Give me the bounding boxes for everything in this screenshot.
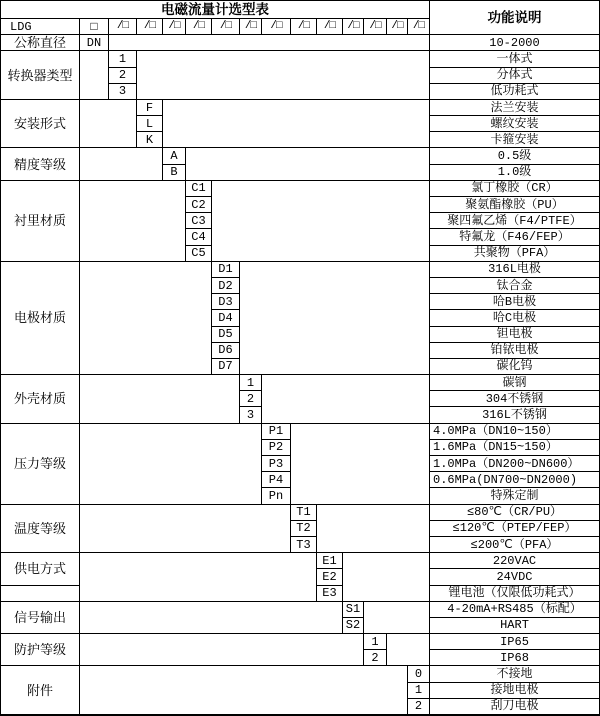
model-code-slot: /□	[212, 19, 239, 34]
desc-cell: 钽电极	[430, 327, 599, 342]
desc-cell: 0.5级	[430, 148, 599, 163]
empty-cell	[212, 181, 429, 261]
desc-cell: HART	[430, 618, 599, 633]
empty-cell	[80, 51, 108, 99]
category-label: 信号输出	[1, 602, 79, 633]
code-cell: P3	[262, 456, 290, 471]
empty-cell	[364, 602, 429, 633]
code-cell: C3	[186, 213, 211, 228]
code-cell: 0	[408, 666, 429, 681]
code-cell: C1	[186, 181, 211, 196]
desc-cell: 碳钢	[430, 375, 599, 390]
category-label: 附件	[1, 666, 79, 714]
desc-cell: 特殊定制	[430, 488, 599, 503]
model-prefix: LDG	[1, 19, 79, 34]
empty-cell	[186, 148, 429, 179]
desc-cell: 聚氨酯橡胶（PU）	[430, 197, 599, 212]
empty-cell	[80, 424, 261, 504]
code-cell: T3	[291, 537, 316, 552]
desc-cell: 接地电极	[430, 683, 599, 698]
desc-cell: 碳化钨	[430, 359, 599, 374]
code-cell: D4	[212, 310, 239, 325]
code-cell: C4	[186, 229, 211, 244]
empty-cell	[240, 262, 429, 374]
code-cell: 3	[109, 84, 136, 99]
code-cell: C5	[186, 246, 211, 261]
table-title: 电磁流量计选型表	[1, 1, 429, 18]
desc-cell: 哈B电极	[430, 294, 599, 309]
code-cell: D6	[212, 343, 239, 358]
code-cell: D5	[212, 327, 239, 342]
empty-cell	[80, 634, 363, 665]
code-cell: A	[163, 148, 185, 163]
model-code-slot: /□	[387, 19, 407, 34]
model-code-slot: /□	[364, 19, 386, 34]
code-cell: L	[137, 116, 162, 131]
desc-cell: 1.0MPa（DN200~DN600）	[430, 456, 599, 471]
model-code-slot: /□	[137, 19, 162, 34]
model-code-slot: /□	[291, 19, 316, 34]
desc-cell: IP65	[430, 634, 599, 649]
desc-cell: 24VDC	[430, 569, 599, 584]
code-cell: P4	[262, 472, 290, 487]
category-label: 供电方式	[1, 553, 79, 584]
code-cell: E1	[317, 553, 342, 568]
desc-cell: 卡箍安装	[430, 132, 599, 147]
empty-cell	[80, 181, 185, 261]
empty-cell	[80, 375, 239, 423]
code-cell: P2	[262, 440, 290, 455]
code-cell: 2	[364, 650, 386, 665]
code-cell: E3	[317, 586, 342, 601]
desc-cell: 304不锈钢	[430, 391, 599, 406]
code-cell: F	[137, 100, 162, 115]
category-label: 防护等级	[1, 634, 79, 665]
empty-cell	[80, 602, 342, 633]
desc-cell: 哈C电极	[430, 310, 599, 325]
dn-desc-cell: 10-2000	[430, 35, 599, 50]
desc-cell: 聚四氟乙烯（F4/PTFE）	[430, 213, 599, 228]
desc-cell: 316L不锈钢	[430, 407, 599, 422]
model-box-slot: □	[80, 19, 108, 34]
code-cell: D1	[212, 262, 239, 277]
category-label: 安装形式	[1, 100, 79, 148]
category-label: 外壳材质	[1, 375, 79, 423]
dn-code-cell: DN	[80, 35, 108, 50]
desc-cell: 316L电极	[430, 262, 599, 277]
code-cell: B	[163, 165, 185, 180]
category-empty-cell	[1, 586, 79, 601]
desc-cell: 刮刀电极	[430, 699, 599, 714]
desc-cell: 锂电池（仅限低功耗式）	[430, 586, 599, 601]
model-code-slot: /□	[408, 19, 429, 34]
code-cell: T1	[291, 505, 316, 520]
model-code-slot: /□	[163, 19, 185, 34]
empty-cell	[163, 100, 429, 148]
model-code-slot: /□	[317, 19, 342, 34]
category-label: 温度等级	[1, 505, 79, 553]
desc-cell: 低功耗式	[430, 84, 599, 99]
code-cell: S2	[343, 618, 363, 633]
desc-cell: 不接地	[430, 666, 599, 681]
category-label: 压力等级	[1, 424, 79, 504]
empty-cell	[387, 634, 429, 665]
empty-cell	[137, 51, 429, 99]
code-cell: E2	[317, 569, 342, 584]
empty-cell	[317, 505, 429, 553]
code-cell: T2	[291, 521, 316, 536]
empty-cell	[80, 148, 162, 179]
desc-cell: 特氟龙（F46/FEP）	[430, 229, 599, 244]
empty-cell	[80, 262, 211, 374]
code-cell: P1	[262, 424, 290, 439]
desc-cell: IP68	[430, 650, 599, 665]
code-cell: 2	[408, 699, 429, 714]
model-code-slot: /□	[109, 19, 136, 34]
code-cell: 3	[240, 407, 261, 422]
desc-cell: 螺纹安装	[430, 116, 599, 131]
code-cell: S1	[343, 602, 363, 617]
function-header: 功能说明	[430, 1, 599, 34]
empty-cell	[262, 375, 429, 423]
desc-cell: 1.0级	[430, 165, 599, 180]
desc-cell: 分体式	[430, 68, 599, 83]
category-label: 转换器类型	[1, 51, 79, 99]
dn-row-label: 公称直径	[1, 35, 79, 50]
desc-cell: 钛合金	[430, 278, 599, 293]
category-label: 衬里材质	[1, 181, 79, 261]
model-code-slot: /□	[262, 19, 290, 34]
desc-cell: 1.6MPa（DN15~150）	[430, 440, 599, 455]
desc-cell: ≤120℃（PTEP/FEP）	[430, 521, 599, 536]
model-code-slot: /□	[240, 19, 261, 34]
code-cell: 1	[408, 683, 429, 698]
empty-cell	[80, 666, 407, 714]
empty-cell	[80, 553, 316, 601]
category-label: 精度等级	[1, 148, 79, 179]
empty-cell	[80, 505, 290, 553]
code-cell: 2	[240, 391, 261, 406]
desc-cell: ≤80℃（CR/PU）	[430, 505, 599, 520]
code-cell: D2	[212, 278, 239, 293]
code-cell: 1	[109, 51, 136, 66]
code-cell: 1	[364, 634, 386, 649]
code-cell: K	[137, 132, 162, 147]
desc-cell: 4.0MPa（DN10~150）	[430, 424, 599, 439]
model-code-slot: /□	[186, 19, 211, 34]
desc-cell: 共聚物（PFA）	[430, 246, 599, 261]
code-cell: 1	[240, 375, 261, 390]
dn-empty-cell	[109, 35, 429, 50]
code-cell: Pn	[262, 488, 290, 503]
code-cell: D7	[212, 359, 239, 374]
code-cell: C2	[186, 197, 211, 212]
empty-cell	[80, 100, 136, 148]
desc-cell: 4-20mA+RS485（标配）	[430, 602, 599, 617]
code-cell: 2	[109, 68, 136, 83]
code-cell: D3	[212, 294, 239, 309]
desc-cell: 氯丁橡胶（CR）	[430, 181, 599, 196]
desc-cell: 0.6MPa(DN700~DN2000)	[430, 472, 599, 487]
desc-cell: 一体式	[430, 51, 599, 66]
model-code-slot: /□	[343, 19, 363, 34]
desc-cell: 法兰安装	[430, 100, 599, 115]
desc-cell: 铂铱电极	[430, 343, 599, 358]
empty-cell	[291, 424, 429, 504]
desc-cell: 220VAC	[430, 553, 599, 568]
category-label: 电极材质	[1, 262, 79, 374]
empty-cell	[343, 553, 429, 601]
desc-cell: ≤200℃（PFA）	[430, 537, 599, 552]
